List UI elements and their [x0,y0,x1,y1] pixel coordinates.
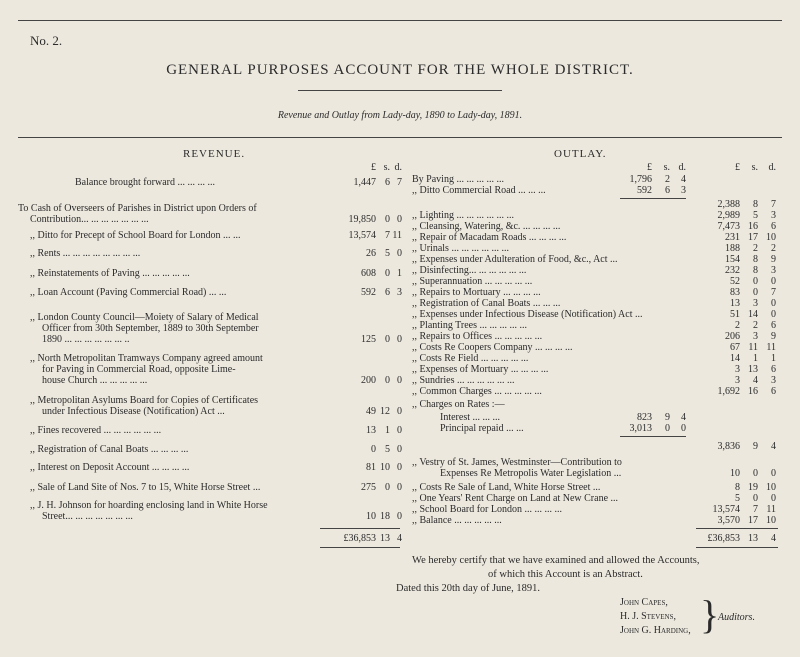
revenue-currency-pence: d. [394,162,402,173]
outlay-item-label: ,, Costs Re Sale of Land, White Horse Street ... [412,482,601,493]
outlay-item-pence: 0 [771,298,776,309]
outlay-item-pounds: 3 [735,375,740,386]
revenue-item-pence: 1 [397,268,402,279]
outlay-item-shillings: 17 [748,232,758,243]
outlay-item-label: ,, Expenses under Adulteration of Food, &c., Act ... [412,254,618,265]
revenue-total-rule [320,528,400,529]
outlay-paving-shillings: 2 [665,174,670,185]
outlay-item-shillings: 17 [748,515,758,526]
outlay-item-label: ,, Balance ... ... ... ... ... [412,515,502,526]
revenue-currency-pounds: £ [371,162,376,173]
outlay-item-label: ,, Repairs to Offices ... ... ... ... ... [412,331,543,342]
revenue-item-pounds: 13 [366,425,376,436]
outlay-paving-pence: 3 [681,185,686,196]
outlay-total-rule [696,528,778,529]
certificate-line-1: We hereby certify that we have examined and allowed the Accounts, [412,555,700,566]
revenue-item-shillings: 0 [385,268,390,279]
outlay-item-shillings: 8 [753,265,758,276]
outlay-charges-sub-pence: 4 [681,412,686,423]
outlay-item-shillings: 0 [753,276,758,287]
revenue-item-pence: 0 [397,462,402,473]
outlay-item-pence: 10 [766,232,776,243]
outlay-item-shillings: 3 [753,331,758,342]
outlay-charges-total-pounds: 3,836 [717,441,740,452]
outlay-item-pence: 9 [771,254,776,265]
revenue-item-label: ,, Rents ... ... ... ... ... ... ... ... [30,248,141,259]
revenue-item-shillings: 6 [385,177,390,188]
revenue-item-label: ,, Sale of Land Site of Nos. 7 to 15, White Horse Street ... [30,482,261,493]
auditor-name-3: John G. Harding, [620,625,691,636]
revenue-item-label: house Church ... ... ... ... ... [42,375,148,386]
revenue-item-pounds: 0 [371,444,376,455]
outlay-outer-currency-pence: d. [768,162,776,173]
outlay-heading: OUTLAY. [554,148,607,160]
auditor-name-2: H. J. Stevens, [620,611,677,622]
outlay-item-pence: 10 [766,482,776,493]
revenue-item-pounds: 1,447 [353,177,376,188]
revenue-item-shillings: 0 [385,482,390,493]
outlay-charges-sub-label: Interest ... ... ... [440,412,500,423]
revenue-item-label: ,, North Metropolitan Tramways Company agreed amount [30,353,263,364]
revenue-item-pounds: 608 [361,268,376,279]
header-rule [18,137,782,138]
outlay-item-pounds: 3,570 [717,515,740,526]
document-number: No. 2. [30,33,63,48]
outlay-item-pence: 6 [771,386,776,397]
outlay-paving-pence: 4 [681,174,686,185]
auditor-name-1: John Capes, [620,597,668,608]
outlay-paving-subtotal-rule [620,198,686,199]
outlay-item-pounds: 3 [735,364,740,375]
outlay-charges-sub-pounds: 823 [637,412,652,423]
revenue-item-shillings: 6 [385,287,390,298]
outlay-item-pence: 0 [771,309,776,320]
outlay-item-shillings: 7 [753,504,758,515]
outlay-item-shillings: 16 [748,386,758,397]
outlay-item-pounds: 13 [730,298,740,309]
outlay-item-pence: 3 [771,265,776,276]
outlay-item-label: ,, Costs Re Field ... ... ... ... ... [412,353,529,364]
revenue-item-pounds: 13,574 [348,230,376,241]
outlay-item-shillings: 13 [748,364,758,375]
outlay-item-pence: 6 [771,221,776,232]
outlay-item-pence: 2 [771,243,776,254]
outlay-item-pounds: 5 [735,493,740,504]
outlay-item-shillings: 1 [753,353,758,364]
outlay-item-pence: 3 [771,375,776,386]
revenue-item-label: ,, Interest on Deposit Account ... ... ... ... [30,462,190,473]
outlay-paving-label: By Paving ... ... ... ... ... [412,174,504,185]
outlay-item-label: ,, Registration of Canal Boats ... ... ... [412,298,561,309]
outlay-item-label: Expenses Re Metropolis Water Legislation ... [440,468,622,479]
revenue-total-pounds: £36,853 [343,533,376,544]
revenue-item-pence: 0 [397,406,402,417]
outlay-paving-pounds: 592 [637,185,652,196]
revenue-item-shillings: 10 [380,462,390,473]
revenue-item-pence: 11 [392,230,402,241]
revenue-item-shillings: 18 [380,511,390,522]
outlay-item-pence: 1 [771,353,776,364]
outlay-item-label: ,, Vestry of St. James, Westminster—Contribution to [412,457,622,468]
outlay-item-pounds: 67 [730,342,740,353]
outlay-outer-currency-pounds: £ [735,162,740,173]
outlay-outer-currency-shillings: s. [751,162,758,173]
certificate-line-2: of which this Account is an Abstract. [488,569,643,580]
outlay-item-pounds: 154 [725,254,740,265]
revenue-item-pence: 0 [397,375,402,386]
outlay-total-shillings: 13 [748,533,758,544]
page-subtitle: Revenue and Outlay from Lady-day, 1890 to Lady-day, 1891. [277,110,523,121]
revenue-item-shillings: 0 [385,375,390,386]
outlay-item-pounds: 188 [725,243,740,254]
outlay-item-label: ,, Disinfecting... ... ... ... ... ... [412,265,527,276]
outlay-item-shillings: 5 [753,210,758,221]
revenue-item-pence: 7 [397,177,402,188]
outlay-item-pence: 3 [771,210,776,221]
outlay-item-label: ,, Expenses under Infectious Disease (Notification) Act ... [412,309,643,320]
revenue-item-shillings: 7 [385,230,390,241]
outlay-charges-subtotal-rule [620,436,686,437]
outlay-item-pounds: 1,692 [717,386,740,397]
revenue-item-label: for Paving in Commercial Road, opposite Lime- [42,364,236,375]
revenue-item-pence: 0 [397,334,402,345]
revenue-item-label: 1890 ... ... ... ... ... ... .. [42,334,130,345]
revenue-currency-shillings: s. [383,162,390,173]
page-title: GENERAL PURPOSES ACCOUNT FOR THE WHOLE DISTRICT. [166,62,634,78]
revenue-item-label: To Cash of Overseers of Parishes in District upon Orders of [18,203,257,214]
outlay-item-shillings: 0 [753,468,758,479]
revenue-total-pence: 4 [397,533,402,544]
outlay-item-label: ,, Repair of Macadam Roads ... ... ... ... [412,232,567,243]
revenue-item-label: ,, Loan Account (Paving Commercial Road) ... ... [30,287,227,298]
outlay-inner-currency-pence: d. [678,162,686,173]
outlay-item-shillings: 11 [748,342,758,353]
revenue-item-pence: 0 [397,511,402,522]
outlay-inner-currency-pounds: £ [647,162,652,173]
outlay-item-label: ,, Urinals ... ... ... ... ... ... [412,243,509,254]
revenue-item-shillings: 1 [385,425,390,436]
outlay-item-pence: 9 [771,331,776,342]
outlay-item-shillings: 2 [753,243,758,254]
outlay-item-shillings: 19 [748,482,758,493]
outlay-item-shillings: 8 [753,254,758,265]
outlay-charges-sub-shillings: 0 [665,423,670,434]
revenue-item-label: ,, London County Council—Moiety of Salary of Medical [30,312,259,323]
outlay-item-pounds: 2,989 [717,210,740,221]
outlay-item-label: ,, Repairs to Mortuary ... ... ... ... [412,287,541,298]
revenue-item-pounds: 592 [361,287,376,298]
revenue-item-pounds: 10 [366,511,376,522]
revenue-item-pounds: 200 [361,375,376,386]
outlay-item-pounds: 10 [730,468,740,479]
outlay-item-pounds: 14 [730,353,740,364]
outlay-item-pence: 6 [771,364,776,375]
revenue-item-shillings: 5 [385,248,390,259]
outlay-item-label: ,, Costs Re Coopers Company ... ... ... ... [412,342,573,353]
outlay-item-pounds: 2 [735,320,740,331]
outlay-item-pounds: 51 [730,309,740,320]
top-rule [18,20,782,21]
outlay-charges-total-pence: 4 [771,441,776,452]
outlay-item-pounds: 83 [730,287,740,298]
outlay-item-pounds: 8 [735,482,740,493]
outlay-total-pounds: £36,853 [707,533,740,544]
outlay-item-label: ,, School Board for London ... ... ... ... [412,504,562,515]
outlay-item-pence: 11 [766,504,776,515]
outlay-total-underrule [696,547,778,548]
outlay-item-label: ,, Common Charges ... ... ... ... ... [412,386,542,397]
outlay-item-label: ,, Planting Trees ... ... ... ... ... [412,320,528,331]
revenue-item-label: Street... ... ... ... ... ... ... [42,511,133,522]
outlay-item-pence: 7 [771,287,776,298]
outlay-item-label: ,, Cleansing, Watering, &c. ... ... ... ... [412,221,561,232]
revenue-item-pence: 0 [397,444,402,455]
revenue-item-shillings: 5 [385,444,390,455]
outlay-item-shillings: 8 [753,199,758,210]
outlay-item-pounds: 52 [730,276,740,287]
outlay-item-label: ,, Superannuation ... ... ... ... ... [412,276,533,287]
revenue-total-underrule [320,547,400,548]
outlay-item-pounds: 2,388 [717,199,740,210]
outlay-paving-pounds: 1,796 [629,174,652,185]
revenue-item-pence: 0 [397,425,402,436]
outlay-item-pounds: 231 [725,232,740,243]
outlay-paving-label: ,, Ditto Commercial Road ... ... ... [412,185,546,196]
revenue-item-label: ,, Metropolitan Asylums Board for Copies of Certificates [30,395,259,406]
outlay-item-pence: 10 [766,515,776,526]
outlay-item-pence: 11 [766,342,776,353]
outlay-charges-sub-shillings: 9 [665,412,670,423]
revenue-item-pounds: 26 [366,248,376,259]
revenue-item-pounds: 81 [366,462,376,473]
revenue-item-pence: 0 [397,248,402,259]
outlay-item-label: ,, Expenses of Mortuary ... ... ... ... [412,364,549,375]
outlay-item-pence: 7 [771,199,776,210]
outlay-item-pence: 0 [771,493,776,504]
outlay-item-shillings: 3 [753,298,758,309]
outlay-item-pence: 0 [771,468,776,479]
revenue-item-label: ,, Registration of Canal Boats ... ... ... ... [30,444,189,455]
revenue-item-label: ,, Reinstatements of Paving ... ... ... ... ... [30,268,190,279]
outlay-item-pence: 6 [771,320,776,331]
revenue-item-shillings: 0 [385,214,390,225]
outlay-item-shillings: 2 [753,320,758,331]
revenue-item-shillings: 0 [385,334,390,345]
auditor-brace: } [700,592,720,637]
revenue-item-label: Balance brought forward ... ... ... ... [75,177,215,188]
outlay-item-label: ,, Sundries ... ... ... ... ... ... [412,375,515,386]
title-rule [298,90,502,91]
certificate-date: Dated this 20th day of June, 1891. [396,583,541,594]
revenue-item-pence: 0 [397,214,402,225]
revenue-total-shillings: 13 [380,533,390,544]
outlay-charges-sub-label: Principal repaid ... ... [440,423,524,434]
outlay-inner-currency-shillings: s. [663,162,670,173]
revenue-item-label: ,, Fines recovered ... ... ... ... ... ... [30,425,162,436]
outlay-total-pence: 4 [771,533,776,544]
outlay-item-pounds: 7,473 [717,221,740,232]
revenue-item-pence: 0 [397,482,402,493]
revenue-item-shillings: 12 [380,406,390,417]
revenue-item-label: Contribution... ... ... ... ... ... ... [30,214,149,225]
revenue-item-pounds: 275 [361,482,376,493]
outlay-charges-heading: ,, Charges on Rates :— [412,399,505,410]
revenue-item-pence: 3 [397,287,402,298]
outlay-item-shillings: 4 [753,375,758,386]
outlay-paving-shillings: 6 [665,185,670,196]
revenue-item-pounds: 125 [361,334,376,345]
outlay-item-pounds: 13,574 [712,504,740,515]
revenue-item-label: ,, J. H. Johnson for hoarding enclosing land in White Horse [30,500,268,511]
outlay-charges-sub-pounds: 3,013 [629,423,652,434]
outlay-item-shillings: 16 [748,221,758,232]
outlay-item-pence: 0 [771,276,776,287]
outlay-item-label: ,, Lighting ... ... ... ... ... ... [412,210,514,221]
revenue-item-label: under Infectious Disease (Notification) Act ... [42,406,225,417]
revenue-item-label: ,, Ditto for Precept of School Board for London ... ... [30,230,241,241]
auditors-label: Auditors. [718,612,755,623]
outlay-item-shillings: 14 [748,309,758,320]
revenue-item-pounds: 19,850 [348,214,376,225]
outlay-item-label: ,, One Years' Rent Charge on Land at New Crane ... [412,493,619,504]
outlay-charges-sub-pence: 0 [681,423,686,434]
revenue-item-pounds: 49 [366,406,376,417]
outlay-item-pounds: 206 [725,331,740,342]
outlay-item-shillings: 0 [753,287,758,298]
revenue-item-label: Officer from 30th September, 1889 to 30th September [42,323,259,334]
outlay-item-pounds: 232 [725,265,740,276]
revenue-heading: REVENUE. [183,148,246,160]
outlay-item-shillings: 0 [753,493,758,504]
outlay-charges-total-shillings: 9 [753,441,758,452]
